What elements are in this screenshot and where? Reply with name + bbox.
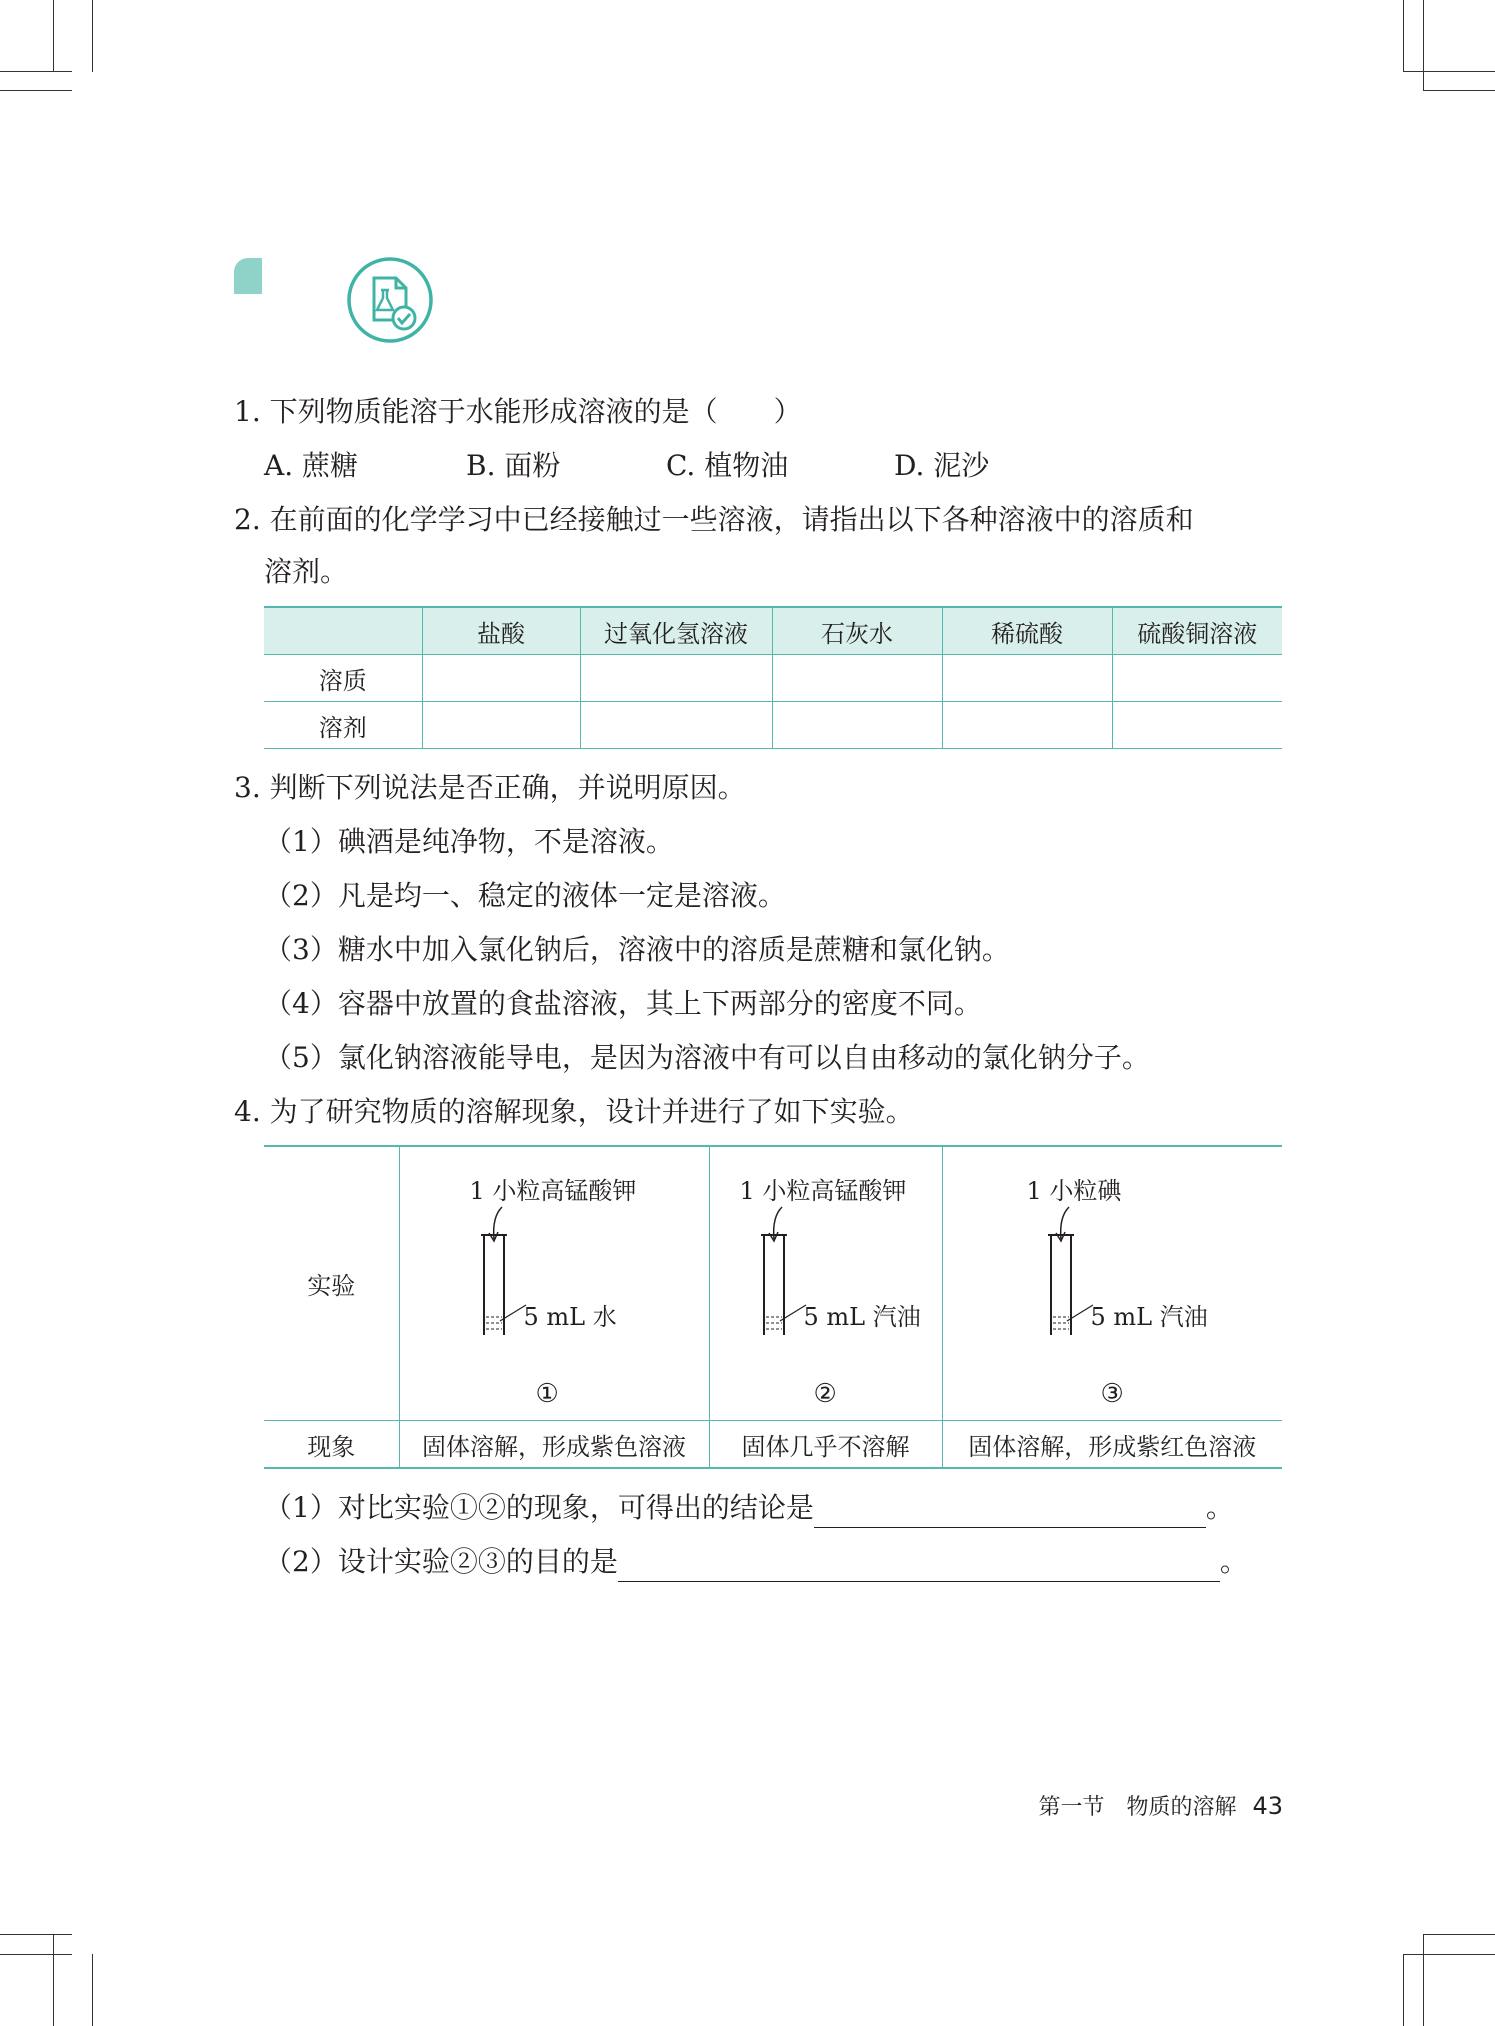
answer-blank[interactable] [618,1551,1220,1582]
crop-mark [0,71,72,72]
section-title: 第一节 物质的溶解 [1038,1795,1237,1820]
crop-mark [53,0,54,72]
q4-sub-1 [264,1488,1234,1528]
table-header-cell: 盐酸 [422,607,580,655]
experiment-number: ② [813,1379,837,1409]
page-footer [1038,1790,1283,1821]
crop-mark [1403,1954,1495,1955]
q1-option-d: D. 泥沙 [894,449,990,482]
answer-cell[interactable] [422,655,580,702]
solute-solvent-table [264,606,1282,749]
answer-cell[interactable] [1112,702,1282,749]
solute-label: 1 小粒高锰酸钾 [739,1177,907,1205]
q3-item: （1）碘酒是纯净物，不是溶液。 [264,825,674,858]
answer-cell[interactable] [772,655,942,702]
q3-item: （4）容器中放置的食盐溶液，其上下两部分的密度不同。 [264,987,982,1020]
table-header-cell: 稀硫酸 [942,607,1112,655]
question-2-text-cont: 溶剂。 [264,555,349,588]
experiment-cell-1 [399,1146,709,1421]
answer-cell[interactable] [422,702,580,749]
solvent-label: 5 mL 汽油 [803,1303,921,1331]
crop-mark [0,1954,72,1955]
answer-cell[interactable] [772,702,942,749]
q1-option-a: A. 蔗糖 [264,449,359,482]
q1-option-b: B. 面粉 [466,449,561,482]
row-label-solvent: 溶剂 [264,702,422,749]
table-row [264,702,1282,749]
phenomenon-cell: 固体几乎不溶解 [709,1421,942,1469]
answer-cell[interactable] [580,655,772,702]
crop-mark [1403,71,1495,72]
solvent-label: 5 mL 水 [523,1303,617,1331]
experiment-cell-2 [709,1146,942,1421]
row-label-experiment: 实验 [264,1146,399,1421]
q4-sub-2 [264,1542,1248,1582]
crop-mark [1423,1934,1495,1935]
exercise-flask-check-icon [346,256,434,344]
experiment-number: ③ [1100,1379,1124,1409]
q3-item: （2）凡是均一、稳定的液体一定是溶液。 [264,879,786,912]
experiment-number: ① [535,1379,559,1409]
crop-mark [92,0,93,72]
table-header-cell: 硫酸铜溶液 [1112,607,1282,655]
crop-mark [1423,1934,1424,2026]
crop-mark [1403,0,1404,72]
answer-cell[interactable] [1112,655,1282,702]
crop-mark [53,1934,54,2026]
period: 。 [1219,1545,1248,1578]
table-header-cell: 过氧化氢溶液 [580,607,772,655]
question-3-text: 3. 判断下列说法是否正确，并说明原因。 [234,771,746,804]
q3-item: （3）糖水中加入氯化钠后，溶液中的溶质是蔗糖和氯化钠。 [264,933,1010,966]
solute-label: 1 小粒碘 [1026,1177,1122,1205]
row-label-phenomenon: 现象 [264,1421,399,1469]
question-2-text: 2. 在前面的化学学习中已经接触过一些溶液，请指出以下各种溶液中的溶质和 [234,503,1194,536]
answer-cell[interactable] [942,655,1112,702]
crop-mark [0,1934,72,1935]
answer-cell[interactable] [580,702,772,749]
crop-mark [1423,90,1495,91]
answer-blank[interactable] [814,1497,1206,1528]
phenomenon-cell: 固体溶解，形成紫红色溶液 [942,1421,1282,1469]
answer-cell[interactable] [942,702,1112,749]
table-header-cell: 石灰水 [772,607,942,655]
section-tab-marker [234,258,262,294]
table-header-cell [264,607,422,655]
q4-sub-1-text: （1）对比实验①②的现象，可得出的结论是 [264,1491,814,1524]
question-1-text: 1. 下列物质能溶于水能形成溶液的是（ ） [234,395,802,428]
question-4-text: 4. 为了研究物质的溶解现象，设计并进行了如下实验。 [234,1095,914,1128]
q1-option-c: C. 植物油 [666,449,789,482]
q3-item: （5）氯化钠溶液能导电，是因为溶液中有可以自由移动的氯化钠分子。 [264,1041,1150,1074]
experiment-cell-3 [942,1146,1282,1421]
row-label-solute: 溶质 [264,655,422,702]
q4-sub-2-text: （2）设计实验②③的目的是 [264,1545,618,1578]
table-row [264,655,1282,702]
solvent-label: 5 mL 汽油 [1090,1303,1208,1331]
period: 。 [1205,1491,1234,1524]
phenomenon-cell: 固体溶解，形成紫色溶液 [399,1421,709,1469]
crop-mark [0,90,72,91]
crop-mark [1423,0,1424,90]
dissolution-experiment-table [264,1145,1282,1469]
crop-mark [92,1954,93,2026]
solute-label: 1 小粒高锰酸钾 [469,1177,637,1205]
crop-mark [1403,1954,1404,2026]
page-number: 43 [1252,1792,1283,1820]
